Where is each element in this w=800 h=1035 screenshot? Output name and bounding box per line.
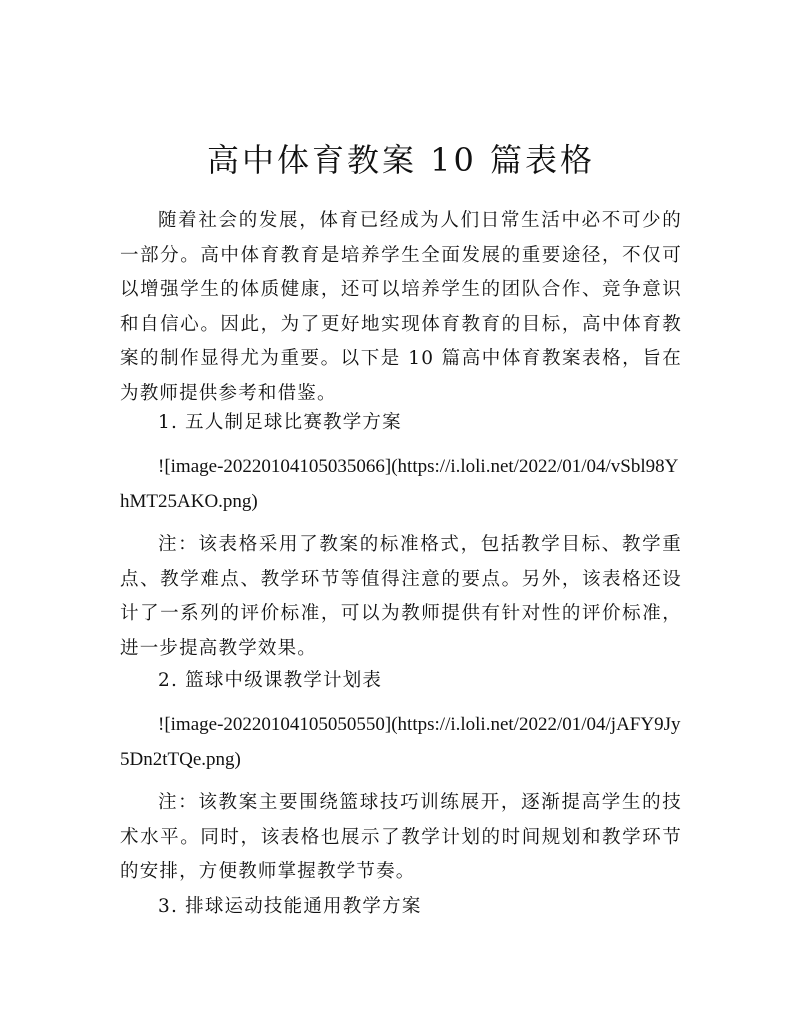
- section-1-heading: 1. 五人制足球比赛教学方案: [158, 412, 402, 433]
- document-title: 高中体育教案 10 篇表格: [206, 141, 596, 179]
- section-3-heading: 3. 排球运动技能通用教学方案: [158, 896, 422, 917]
- section-2-note: 注：该教案主要围绕篮球技巧训练展开，逐渐提高学生的技术水平。同时，该表格也展示了教学计划的时间规划和教学环节的安排，方便教师掌握教学节奏。: [120, 792, 682, 882]
- section-1-note: 注：该表格采用了教案的标准格式，包括教学目标、教学重点、教学难点、教学环节等值得注意的要点。另外，该表格还设计了一系列的评价标准，可以为教师提供有针对性的评价标准，进一步提高教学效果。: [120, 534, 682, 659]
- intro-paragraph: 随着社会的发展，体育已经成为人们日常生活中必不可少的一部分。高中体育教育是培养学生全面发展的重要途径，不仅可以增强学生的体质健康，还可以培养学生的团队合作、竞争意识和自信心。因此，为了更好地实现体育教育的目标，高中体育教案的制作显得尤为重要。以下是 10 篇高中体育教案表格，旨在为教师提供参考和借鉴。: [120, 210, 682, 404]
- section-1-image-reference: ![image-20220104105035066](https://i.loli.net/2022/01/04/vSbl98YhMT25AKO.png): [120, 456, 679, 512]
- section-2-image-reference: ![image-20220104105050550](https://i.loli.net/2022/01/04/jAFY9Jy5Dn2tTQe.png): [120, 714, 681, 770]
- section-2-heading: 2. 篮球中级课教学计划表: [158, 670, 383, 691]
